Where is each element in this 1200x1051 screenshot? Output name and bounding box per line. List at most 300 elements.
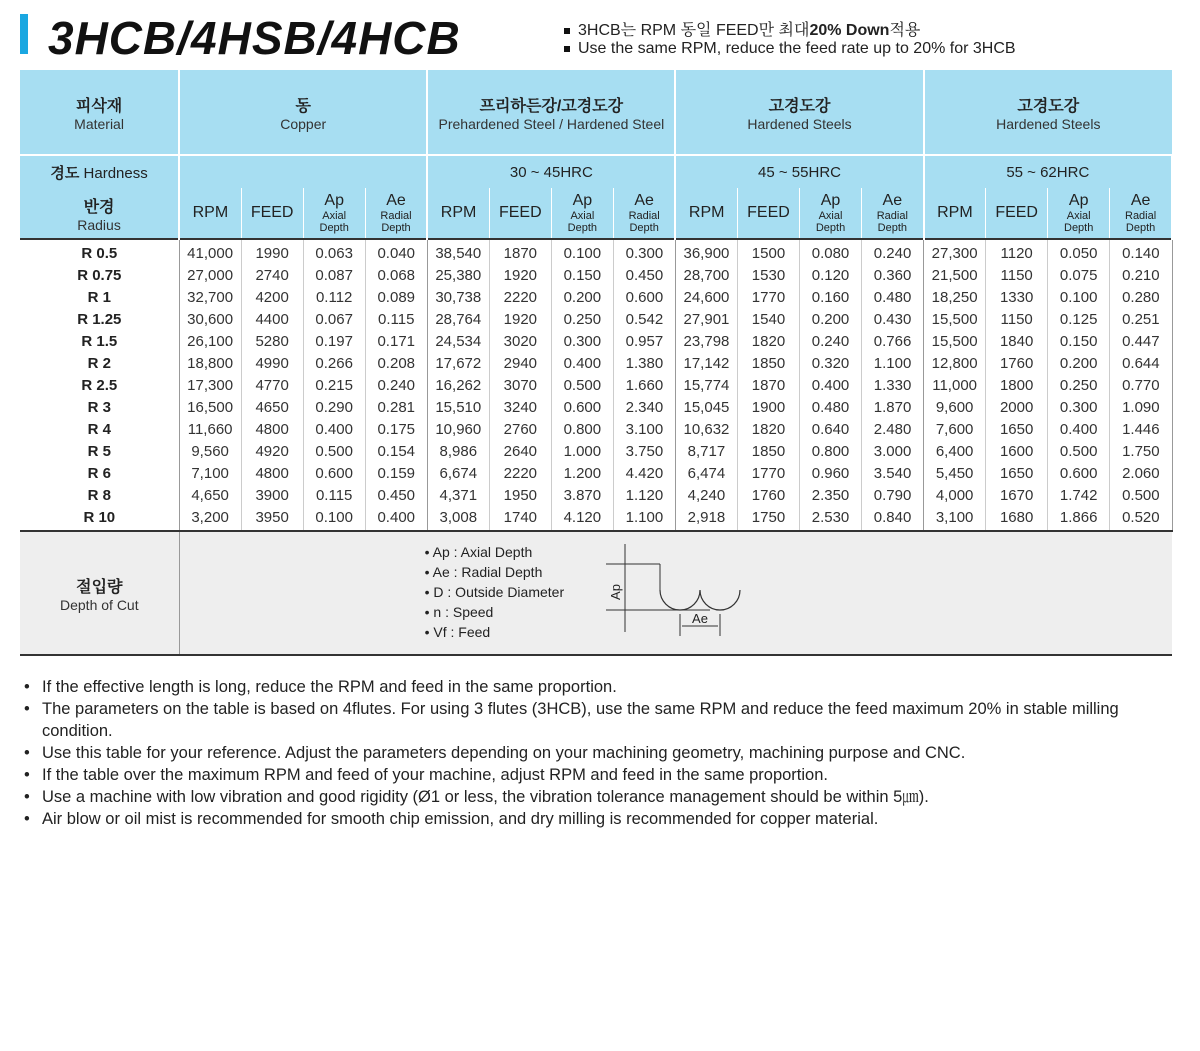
value-cell: 2.350 bbox=[800, 484, 862, 506]
rpm-label: RPM bbox=[937, 204, 973, 221]
feed-label: FEED bbox=[498, 204, 542, 221]
value-cell: 1.120 bbox=[613, 484, 675, 506]
value-cell: 1.870 bbox=[862, 396, 924, 418]
radius-label-en: Radius bbox=[77, 216, 121, 233]
value-cell: 30,600 bbox=[179, 308, 241, 330]
value-cell: 0.140 bbox=[1110, 239, 1172, 264]
value-cell: 0.067 bbox=[303, 308, 365, 330]
value-cell: 3900 bbox=[241, 484, 303, 506]
ae-sub-depth: Depth bbox=[877, 222, 907, 234]
table-row bbox=[20, 330, 1172, 352]
value-cell: 0.320 bbox=[800, 352, 862, 374]
value-cell: 0.500 bbox=[1048, 440, 1110, 462]
material-label-en: Material bbox=[74, 115, 124, 132]
square-bullet-icon bbox=[564, 28, 570, 34]
value-cell: 15,774 bbox=[675, 374, 737, 396]
rpm-header bbox=[924, 188, 986, 239]
value-cell: 6,474 bbox=[675, 462, 737, 484]
value-cell: 0.120 bbox=[800, 264, 862, 286]
value-cell: 1.446 bbox=[1110, 418, 1172, 440]
value-cell: 1540 bbox=[737, 308, 799, 330]
value-cell: 0.154 bbox=[365, 440, 427, 462]
value-cell: 1.000 bbox=[551, 440, 613, 462]
feed-label: FEED bbox=[747, 204, 790, 221]
value-cell: 0.520 bbox=[1110, 506, 1172, 531]
group-label-ko: 프리하든강/고경도강 bbox=[479, 97, 624, 115]
value-cell: 5280 bbox=[241, 330, 303, 352]
group-label-ko: 동 bbox=[295, 97, 311, 115]
rpm-header bbox=[675, 188, 737, 239]
table-row bbox=[20, 264, 1172, 286]
table-body bbox=[20, 239, 1172, 531]
value-cell: 0.050 bbox=[1048, 239, 1110, 264]
ae-sub-depth: Depth bbox=[381, 222, 411, 234]
value-cell: 18,800 bbox=[179, 352, 241, 374]
value-cell: 4400 bbox=[241, 308, 303, 330]
value-cell: 1990 bbox=[241, 239, 303, 264]
radius-header-cell bbox=[20, 188, 179, 239]
table-row bbox=[20, 308, 1172, 330]
value-cell: 0.800 bbox=[551, 418, 613, 440]
value-cell: 0.210 bbox=[1110, 264, 1172, 286]
ae-sub-depth: Depth bbox=[1125, 222, 1156, 234]
value-cell: 25,380 bbox=[427, 264, 489, 286]
value-cell: 4,371 bbox=[427, 484, 489, 506]
group-label-ko: 고경도강 bbox=[1017, 97, 1080, 115]
value-cell: 0.240 bbox=[862, 239, 924, 264]
radius-cell: R 5 bbox=[20, 440, 179, 462]
title-note-en bbox=[564, 40, 1016, 58]
value-cell: 3,100 bbox=[924, 506, 986, 531]
value-cell: 21,500 bbox=[924, 264, 986, 286]
rpm-header bbox=[427, 188, 489, 239]
value-cell: 3.540 bbox=[862, 462, 924, 484]
ap-header bbox=[303, 188, 365, 239]
value-cell: 6,674 bbox=[427, 462, 489, 484]
depth-of-cut-label bbox=[20, 531, 179, 655]
depth-of-cut-row bbox=[20, 531, 1172, 655]
legend-item-n: • n : Speed bbox=[424, 604, 494, 620]
value-cell: 1500 bbox=[737, 239, 799, 264]
value-cell: 15,510 bbox=[427, 396, 489, 418]
table-row bbox=[20, 440, 1172, 462]
value-cell: 0.115 bbox=[303, 484, 365, 506]
radius-cell: R 0.5 bbox=[20, 239, 179, 264]
value-cell: 1120 bbox=[986, 239, 1048, 264]
value-cell: 4200 bbox=[241, 286, 303, 308]
radius-cell: R 3 bbox=[20, 396, 179, 418]
value-cell: 17,672 bbox=[427, 352, 489, 374]
value-cell: 0.600 bbox=[551, 396, 613, 418]
value-cell: 4,650 bbox=[179, 484, 241, 506]
value-cell: 0.480 bbox=[800, 396, 862, 418]
diagram-ap-label: Ap bbox=[607, 584, 623, 600]
ap-sub-axial: Axial bbox=[322, 210, 347, 222]
ap-label: Ap bbox=[1068, 192, 1089, 209]
value-cell: 0.175 bbox=[365, 418, 427, 440]
value-cell: 2760 bbox=[489, 418, 551, 440]
value-cell: 1870 bbox=[489, 239, 551, 264]
value-cell: 2.060 bbox=[1110, 462, 1172, 484]
value-cell: 27,000 bbox=[179, 264, 241, 286]
value-cell: 1150 bbox=[986, 308, 1048, 330]
group-label-en: Hardened Steels bbox=[747, 115, 852, 132]
value-cell: 4650 bbox=[241, 396, 303, 418]
value-cell: 2000 bbox=[986, 396, 1048, 418]
value-cell: 7,600 bbox=[924, 418, 986, 440]
value-cell: 1920 bbox=[489, 264, 551, 286]
value-cell: 4.420 bbox=[613, 462, 675, 484]
value-cell: 1650 bbox=[986, 462, 1048, 484]
value-cell: 0.080 bbox=[800, 239, 862, 264]
value-cell: 1.660 bbox=[613, 374, 675, 396]
value-cell: 0.400 bbox=[303, 418, 365, 440]
value-cell: 0.960 bbox=[800, 462, 862, 484]
table-row bbox=[20, 484, 1172, 506]
ae-header bbox=[1110, 188, 1172, 239]
cutting-conditions-table bbox=[20, 70, 1173, 656]
value-cell: 8,717 bbox=[675, 440, 737, 462]
value-cell: 0.450 bbox=[365, 484, 427, 506]
feed-header bbox=[986, 188, 1048, 239]
value-cell: 1.866 bbox=[1048, 506, 1110, 531]
note-ko-prefix: 3HCB는 RPM 동일 FEED만 최대 bbox=[578, 22, 810, 39]
value-cell: 1760 bbox=[986, 352, 1048, 374]
value-cell: 1750 bbox=[737, 506, 799, 531]
value-cell: 4920 bbox=[241, 440, 303, 462]
note-item: • Use this table for your reference. Adjust the parameters depending on your machining geometry, machining purpose and CNC. bbox=[22, 742, 1172, 764]
legend-item-ae: • Ae : Radial Depth bbox=[424, 564, 543, 580]
value-cell: 6,400 bbox=[924, 440, 986, 462]
value-cell: 0.600 bbox=[303, 462, 365, 484]
feed-header bbox=[241, 188, 303, 239]
ap-header bbox=[800, 188, 862, 239]
ae-sub-radial: Radial bbox=[628, 210, 660, 222]
ap-sub-depth: Depth bbox=[567, 222, 598, 234]
value-cell: 1920 bbox=[489, 308, 551, 330]
legend-item-d: • D : Outside Diameter bbox=[424, 584, 565, 600]
material-header-cell bbox=[20, 70, 179, 155]
value-cell: 0.400 bbox=[1048, 418, 1110, 440]
legend-item-vf: • Vf : Feed bbox=[424, 624, 491, 640]
value-cell: 1670 bbox=[986, 484, 1048, 506]
diagram-ae-label: Ae bbox=[691, 611, 708, 626]
value-cell: 3070 bbox=[489, 374, 551, 396]
rpm-label: RPM bbox=[688, 204, 725, 221]
value-cell: 0.240 bbox=[365, 374, 427, 396]
rpm-label: RPM bbox=[192, 204, 229, 221]
value-cell: 0.600 bbox=[613, 286, 675, 308]
value-cell: 3240 bbox=[489, 396, 551, 418]
radius-cell: R 0.75 bbox=[20, 264, 179, 286]
value-cell: 10,632 bbox=[675, 418, 737, 440]
ae-sub-radial: Radial bbox=[876, 210, 908, 222]
value-cell: 1870 bbox=[737, 374, 799, 396]
hardness-45-55: 45 ~ 55HRC bbox=[675, 155, 923, 188]
table-row bbox=[20, 462, 1172, 484]
value-cell: 24,534 bbox=[427, 330, 489, 352]
value-cell: 0.197 bbox=[303, 330, 365, 352]
value-cell: 15,045 bbox=[675, 396, 737, 418]
value-cell: 0.542 bbox=[613, 308, 675, 330]
value-cell: 8,986 bbox=[427, 440, 489, 462]
radius-cell: R 4 bbox=[20, 418, 179, 440]
value-cell: 0.770 bbox=[1110, 374, 1172, 396]
feed-header bbox=[489, 188, 551, 239]
table-row bbox=[20, 506, 1172, 531]
material-copper-header bbox=[179, 70, 427, 155]
value-cell: 1820 bbox=[737, 330, 799, 352]
value-cell: 11,000 bbox=[924, 374, 986, 396]
column-header-row bbox=[20, 188, 1172, 239]
value-cell: 2220 bbox=[489, 286, 551, 308]
value-cell: 27,300 bbox=[924, 239, 986, 264]
hardness-label-en: Hardness bbox=[83, 164, 148, 182]
value-cell: 1.100 bbox=[613, 506, 675, 531]
value-cell: 1770 bbox=[737, 286, 799, 308]
ae-label: Ae bbox=[386, 192, 406, 209]
value-cell: 4.120 bbox=[551, 506, 613, 531]
note-ko-suffix: 적용 bbox=[889, 22, 921, 39]
note-item: • If the table over the maximum RPM and feed of your machine, adjust RPM and feed in the same proportion. bbox=[22, 764, 1172, 786]
value-cell: 3.000 bbox=[862, 440, 924, 462]
ae-header bbox=[365, 188, 427, 239]
ap-sub-depth: Depth bbox=[815, 222, 846, 234]
group-label-en: Copper bbox=[280, 115, 327, 132]
value-cell: 0.500 bbox=[1110, 484, 1172, 506]
value-cell: 0.208 bbox=[365, 352, 427, 374]
feed-label: FEED bbox=[995, 204, 1038, 221]
hardness-label-ko: 경도 bbox=[50, 164, 80, 182]
value-cell: 26,100 bbox=[179, 330, 241, 352]
note-ko-bold: 20% Down bbox=[809, 22, 890, 39]
value-cell: 2.340 bbox=[613, 396, 675, 418]
value-cell: 0.112 bbox=[303, 286, 365, 308]
ae-label: Ae bbox=[634, 192, 654, 209]
value-cell: 0.400 bbox=[365, 506, 427, 531]
hardness-copper bbox=[179, 155, 427, 188]
value-cell: 4,240 bbox=[675, 484, 737, 506]
value-cell: 4770 bbox=[241, 374, 303, 396]
value-cell: 0.250 bbox=[551, 308, 613, 330]
value-cell: 3.750 bbox=[613, 440, 675, 462]
value-cell: 15,500 bbox=[924, 330, 986, 352]
hardness-30-45: 30 ~ 45HRC bbox=[427, 155, 675, 188]
value-cell: 1840 bbox=[986, 330, 1048, 352]
ap-header bbox=[1048, 188, 1110, 239]
value-cell: 1.200 bbox=[551, 462, 613, 484]
value-cell: 2940 bbox=[489, 352, 551, 374]
radius-cell: R 10 bbox=[20, 506, 179, 531]
title-accent-bar bbox=[20, 14, 28, 54]
value-cell: 2.530 bbox=[800, 506, 862, 531]
value-cell: 0.040 bbox=[365, 239, 427, 264]
ap-sub-depth: Depth bbox=[319, 222, 349, 234]
value-cell: 2640 bbox=[489, 440, 551, 462]
notes-list bbox=[22, 676, 1172, 830]
ap-sub-axial: Axial bbox=[570, 210, 595, 222]
value-cell: 0.281 bbox=[365, 396, 427, 418]
value-cell: 0.290 bbox=[303, 396, 365, 418]
value-cell: 16,500 bbox=[179, 396, 241, 418]
value-cell: 0.600 bbox=[1048, 462, 1110, 484]
value-cell: 1600 bbox=[986, 440, 1048, 462]
value-cell: 0.266 bbox=[303, 352, 365, 374]
value-cell: 0.280 bbox=[1110, 286, 1172, 308]
value-cell: 4990 bbox=[241, 352, 303, 374]
material-label-ko: 피삭재 bbox=[75, 97, 123, 115]
radius-cell: R 2.5 bbox=[20, 374, 179, 396]
value-cell: 1.090 bbox=[1110, 396, 1172, 418]
ae-label: Ae bbox=[1130, 192, 1151, 209]
ap-sub-depth: Depth bbox=[1064, 222, 1094, 234]
value-cell: 0.087 bbox=[303, 264, 365, 286]
ae-sub-radial: Radial bbox=[380, 210, 412, 222]
value-cell: 1800 bbox=[986, 374, 1048, 396]
value-cell: 0.171 bbox=[365, 330, 427, 352]
title-note bbox=[564, 22, 1016, 58]
value-cell: 36,900 bbox=[675, 239, 737, 264]
value-cell: 0.100 bbox=[551, 239, 613, 264]
ae-sub-radial: Radial bbox=[1125, 210, 1157, 222]
value-cell: 0.430 bbox=[862, 308, 924, 330]
value-cell: 1770 bbox=[737, 462, 799, 484]
feed-header bbox=[737, 188, 799, 239]
value-cell: 0.063 bbox=[303, 239, 365, 264]
value-cell: 0.160 bbox=[800, 286, 862, 308]
ae-sub-depth: Depth bbox=[629, 222, 659, 234]
value-cell: 1330 bbox=[986, 286, 1048, 308]
value-cell: 15,500 bbox=[924, 308, 986, 330]
feed-label: FEED bbox=[250, 204, 294, 221]
value-cell: 0.360 bbox=[862, 264, 924, 286]
value-cell: 1.742 bbox=[1048, 484, 1110, 506]
value-cell: 32,700 bbox=[179, 286, 241, 308]
value-cell: 38,540 bbox=[427, 239, 489, 264]
value-cell: 0.500 bbox=[551, 374, 613, 396]
radius-cell: R 8 bbox=[20, 484, 179, 506]
value-cell: 30,738 bbox=[427, 286, 489, 308]
legend-item-ap: • Ap : Axial Depth bbox=[424, 544, 533, 560]
ap-sub-axial: Axial bbox=[818, 210, 843, 222]
table-row bbox=[20, 418, 1172, 440]
note-item: • The parameters on the table is based on 4flutes. For using 3 flutes (3HCB), use the same RPM and reduce the feed maximum 20% in stable milling condition. bbox=[22, 698, 1172, 742]
hardness-55-62: 55 ~ 62HRC bbox=[924, 155, 1172, 188]
rpm-header bbox=[179, 188, 241, 239]
value-cell: 0.075 bbox=[1048, 264, 1110, 286]
value-cell: 0.251 bbox=[1110, 308, 1172, 330]
value-cell: 0.215 bbox=[303, 374, 365, 396]
value-cell: 12,800 bbox=[924, 352, 986, 374]
value-cell: 0.089 bbox=[365, 286, 427, 308]
ap-label: Ap bbox=[324, 192, 344, 209]
value-cell: 0.790 bbox=[862, 484, 924, 506]
page-title: 3HCB/4HSB/4HCB bbox=[48, 12, 461, 64]
ae-header bbox=[862, 188, 924, 239]
value-cell: 16,262 bbox=[427, 374, 489, 396]
radius-cell: R 6 bbox=[20, 462, 179, 484]
value-cell: 4,000 bbox=[924, 484, 986, 506]
group-label-en: Prehardened Steel / Hardened Steel bbox=[438, 115, 665, 132]
value-cell: 0.200 bbox=[1048, 352, 1110, 374]
value-cell: 0.115 bbox=[365, 308, 427, 330]
value-cell: 18,250 bbox=[924, 286, 986, 308]
table-row bbox=[20, 352, 1172, 374]
value-cell: 0.200 bbox=[800, 308, 862, 330]
value-cell: 0.400 bbox=[551, 352, 613, 374]
value-cell: 28,764 bbox=[427, 308, 489, 330]
value-cell: 17,300 bbox=[179, 374, 241, 396]
material-prehardened-header bbox=[427, 70, 675, 155]
group-label-en: Hardened Steels bbox=[996, 115, 1101, 132]
ap-sub-axial: Axial bbox=[1066, 210, 1091, 222]
value-cell: 11,660 bbox=[179, 418, 241, 440]
radius-cell: R 1.5 bbox=[20, 330, 179, 352]
value-cell: 41,000 bbox=[179, 239, 241, 264]
table-row bbox=[20, 396, 1172, 418]
value-cell: 0.068 bbox=[365, 264, 427, 286]
depth-of-cut-legend-cell bbox=[179, 531, 1172, 655]
value-cell: 1530 bbox=[737, 264, 799, 286]
value-cell: 3.870 bbox=[551, 484, 613, 506]
value-cell: 4800 bbox=[241, 462, 303, 484]
value-cell: 1850 bbox=[737, 352, 799, 374]
hardness-label-cell bbox=[20, 155, 179, 188]
rpm-label: RPM bbox=[440, 204, 477, 221]
value-cell: 0.125 bbox=[1048, 308, 1110, 330]
value-cell: 0.300 bbox=[1048, 396, 1110, 418]
value-cell: 0.840 bbox=[862, 506, 924, 531]
depth-of-cut-ko: 절입량 bbox=[76, 578, 123, 596]
table-row bbox=[20, 374, 1172, 396]
value-cell: 1.330 bbox=[862, 374, 924, 396]
material-hardened-45-header bbox=[675, 70, 923, 155]
value-cell: 1.750 bbox=[1110, 440, 1172, 462]
value-cell: 9,560 bbox=[179, 440, 241, 462]
value-cell: 0.957 bbox=[613, 330, 675, 352]
value-cell: 0.300 bbox=[613, 239, 675, 264]
depth-of-cut-en: Depth of Cut bbox=[60, 596, 139, 613]
ae-header bbox=[613, 188, 675, 239]
value-cell: 0.150 bbox=[551, 264, 613, 286]
title-note-ko bbox=[564, 22, 1016, 40]
value-cell: 1850 bbox=[737, 440, 799, 462]
value-cell: 0.300 bbox=[551, 330, 613, 352]
value-cell: 1740 bbox=[489, 506, 551, 531]
depth-legend bbox=[425, 542, 565, 642]
table-row bbox=[20, 239, 1172, 264]
value-cell: 0.150 bbox=[1048, 330, 1110, 352]
value-cell: 9,600 bbox=[924, 396, 986, 418]
ap-header bbox=[551, 188, 613, 239]
note-item: • Air blow or oil mist is recommended for smooth chip emission, and dry milling is recommended for copper material. bbox=[22, 808, 1172, 830]
value-cell: 5,450 bbox=[924, 462, 986, 484]
value-cell: 0.500 bbox=[303, 440, 365, 462]
value-cell: 1680 bbox=[986, 506, 1048, 531]
value-cell: 10,960 bbox=[427, 418, 489, 440]
value-cell: 27,901 bbox=[675, 308, 737, 330]
note-item: • Use a machine with low vibration and good rigidity (Ø1 or less, the vibration tolerance management should be within 5㎛). bbox=[22, 786, 1172, 808]
radius-cell: R 1.25 bbox=[20, 308, 179, 330]
value-cell: 23,798 bbox=[675, 330, 737, 352]
ap-label: Ap bbox=[820, 192, 841, 209]
value-cell: 1820 bbox=[737, 418, 799, 440]
value-cell: 0.250 bbox=[1048, 374, 1110, 396]
radius-cell: R 1 bbox=[20, 286, 179, 308]
value-cell: 0.100 bbox=[303, 506, 365, 531]
material-header-row bbox=[20, 70, 1172, 155]
value-cell: 0.480 bbox=[862, 286, 924, 308]
